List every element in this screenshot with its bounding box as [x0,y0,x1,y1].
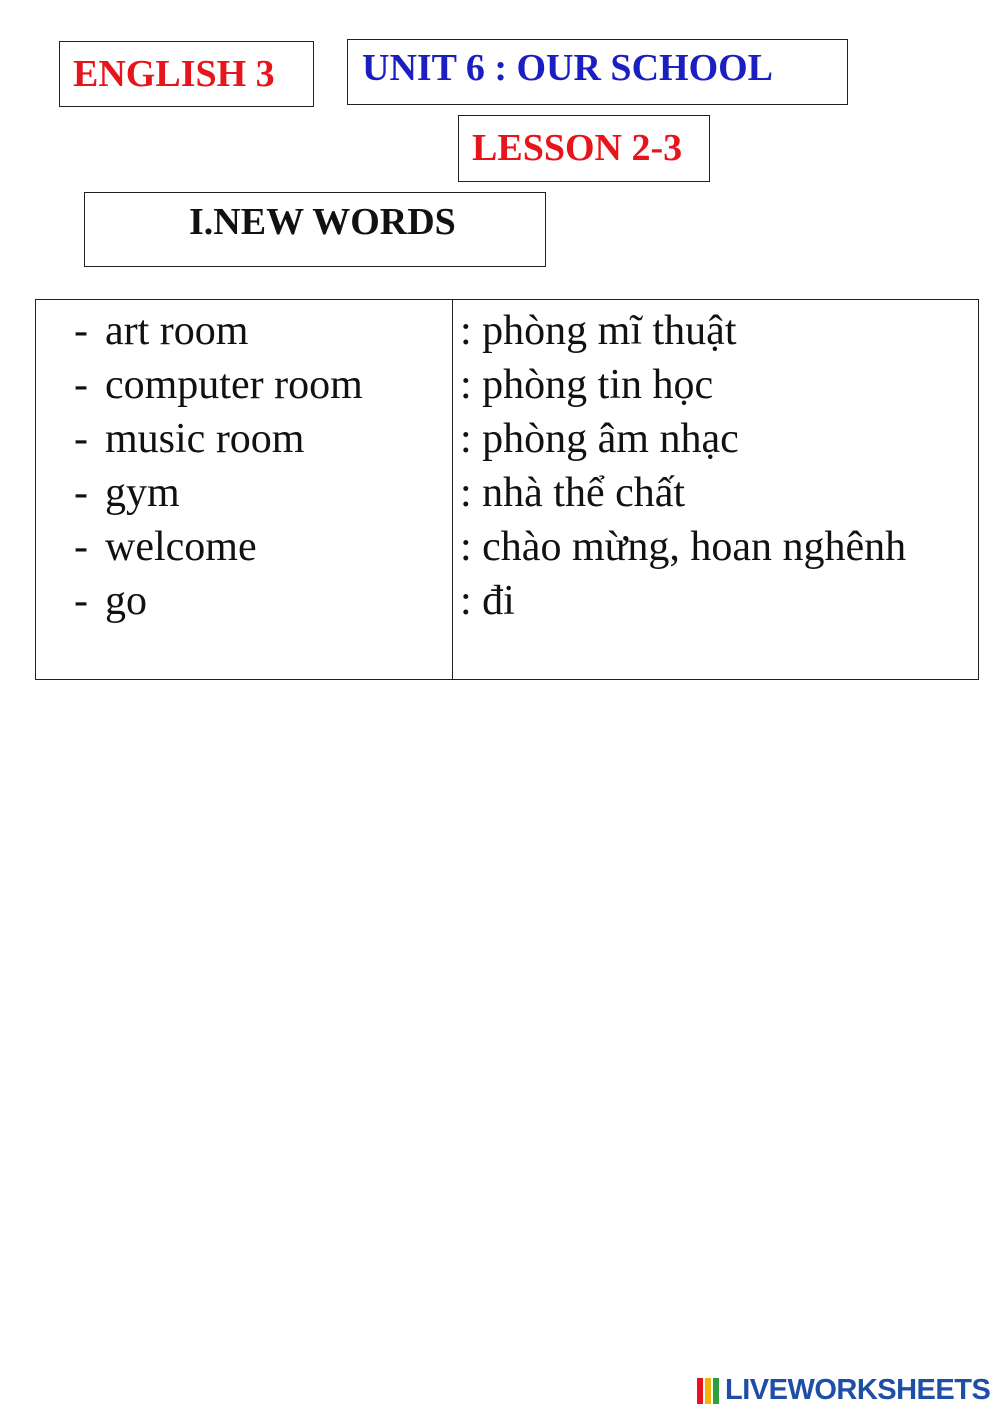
vocab-row-english: - computer room [74,362,363,408]
english-word: music room [105,416,305,462]
vietnamese-meaning: : chào mừng, hoan nghênh [460,524,907,570]
lesson-title-box [458,115,710,182]
english-word: art room [105,308,249,354]
liveworksheets-logo-icon [697,1376,721,1406]
english-column [74,304,363,628]
unit-title: UNIT 6 : OUR SCHOOL [362,47,774,89]
english-word: gym [105,470,180,516]
vocab-row-english: - art room [74,308,249,354]
unit-title-box [347,39,848,105]
vietnamese-meaning: : phòng âm nhạc [460,416,739,462]
english-word: computer room [105,362,363,408]
vietnamese-meaning: : phòng tin học [460,362,714,408]
column-divider [452,300,453,679]
lesson-title: LESSON 2-3 [472,127,683,169]
vocab-row-english: - music room [74,416,305,462]
english-word: welcome [105,524,257,570]
brand-name: LIVEWORKSHEETS [725,1374,991,1406]
vietnamese-meaning: : đi [460,578,515,624]
section-title-box [84,192,546,267]
course-title-box [59,41,314,107]
vocab-row-english: - go [74,578,147,624]
vocabulary-table [35,299,979,680]
course-title: ENGLISH 3 [73,53,275,95]
vietnamese-meaning: : nhà thể chất [460,470,686,516]
liveworksheets-brand[interactable] [697,1374,990,1407]
vietnamese-meaning: : phòng mĩ thuật [460,308,737,354]
vocab-row-english: - welcome [74,524,257,570]
vietnamese-column [460,304,906,628]
section-title: I.NEW WORDS [189,201,456,243]
vocab-row-english: - gym [74,470,180,516]
english-word: go [105,578,147,624]
